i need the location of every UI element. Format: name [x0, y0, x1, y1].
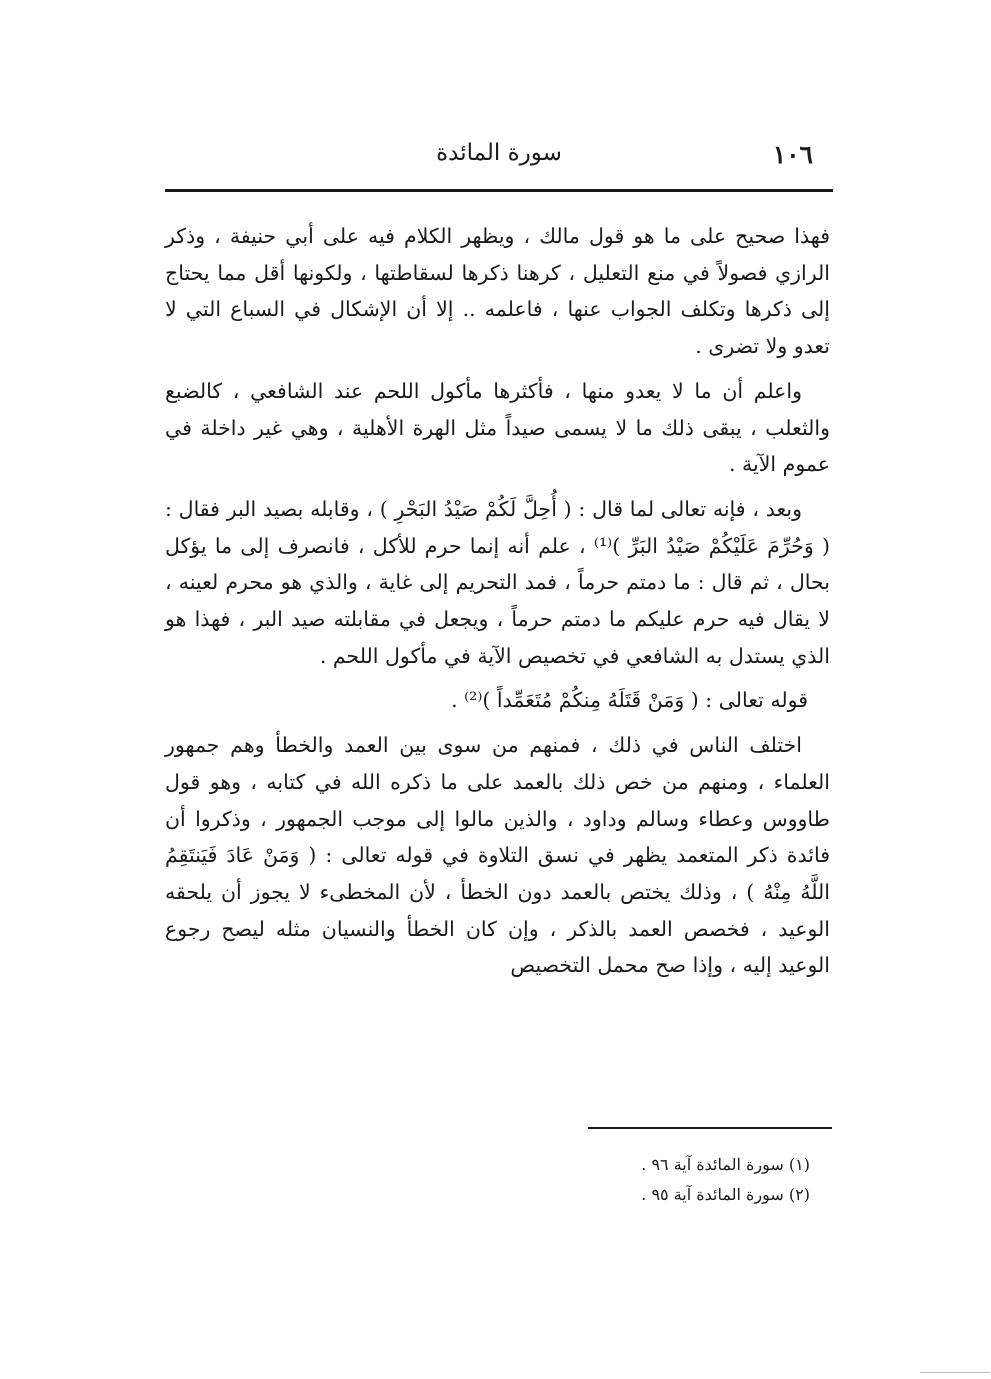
footnote: (١) سورة المائدة آية ٩٦ .	[641, 1155, 810, 1174]
header-rule	[165, 189, 833, 192]
paragraph: واعلم أن ما لا يعدو منها ، فأكثرها مأكول اللحم عند الشافعي ، كالضبع والثعلب ، يبقى ذلك ما لا يسمى صيداً مثل الهرة الأهلية ، وهي غير داخلة في عموم الآية .	[165, 378, 830, 477]
page-header	[165, 140, 833, 180]
scan-artifact	[920, 1372, 990, 1373]
footnote: (٢) سورة المائدة آية ٩٥ .	[641, 1185, 810, 1204]
footnote-rule	[588, 1127, 832, 1129]
body-text	[165, 218, 830, 992]
paragraph: اختلف الناس في ذلك ، فمنهم من سوى بين العمد والخطأ وهم جمهور العلماء ، ومنهم من خص ذلك بالعمد على ما ذكره الله في كتابه ، وهو قول طاووس وعطاء وسالم وداود ، والذين مالوا إلى موجب الجمهور ، وذكروا أن فائدة ذكر المتعمد يظهر في نسق التلاوة في قوله تعالى : ( وَمَنْ عَادَ فَيَنتَقِمُ اللَّهُ مِنْهُ ) ، وذلك يختص بالعمد دون الخطأ ، لأن المخطىء لا يجوز أن يلحقه الوعيد ، فخصص العمد بالذكر ، وإن كان الخطأ والنسيان مثله ليصح رجوع الوعيد إليه ، وإذا صح محمل التخصيص	[165, 733, 830, 978]
paragraph: فهذا صحيح على ما هو قول مالك ، ويظهر الكلام فيه على أبي حنيفة ، وذكر الرازي فصولاً في منع التعليل ، كرهنا ذكرها لسقاطتها ، ولكونها أقل مما يحتاج إلى ذكرها وتكلف الجواب عنها ، فاعلمه .. إلا أن الإشكال في السباع التي لا تعدو ولا تضرى .	[165, 224, 830, 359]
paragraph: وبعد ، فإنه تعالى لما قال : ( أُحِلَّ لَكُمْ صَيْدُ البَحْرِ ) ، وقابله بصيد البر فقال : ( وَحُرِّمَ عَلَيْكُمْ صَيْدُ البَرِّ )⁽¹⁾ ، علم أنه إنما حرم للأكل ، فانصرف إلى ما يؤكل بحال ، ثم قال : ما دمتم حرماً ، فمد التحريم إلى غاية ، والذي هو محرم لعينه ، لا يقال فيه حرم عليكم ما دمتم حرماً ، ويجعل في مقابلته صيد البر ، فهذا هو الذي يستدل به الشافعي في تخصيص الآية في مأكول اللحم .	[165, 496, 830, 668]
footnotes	[430, 1150, 810, 1210]
verse-heading: قوله تعالى : ( وَمَنْ قَتَلَهُ مِنكُمْ مُتَعَمِّداً )⁽²⁾ .	[451, 688, 808, 713]
page-number: ١٠٦	[772, 140, 813, 169]
running-title: سورة المائدة	[436, 140, 562, 166]
